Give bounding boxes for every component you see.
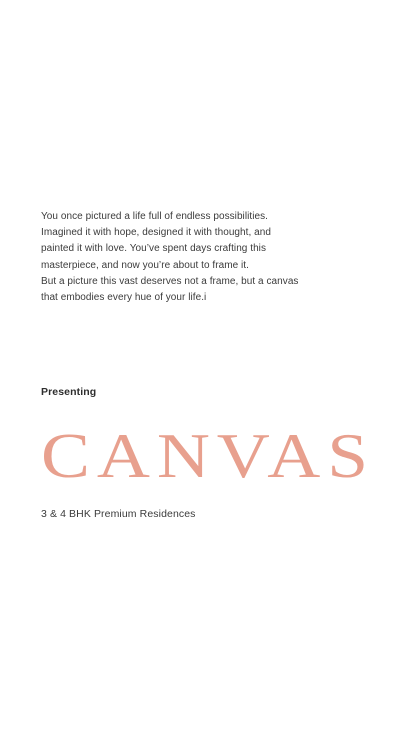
intro-line: Imagined it with hope, designed it with thought, and [41, 227, 271, 239]
intro-line: But a picture this vast deserves not a frame, but a canvas [41, 275, 299, 287]
canvas-logo [38, 423, 378, 485]
canvas-logo-wordmark [38, 423, 378, 485]
intro-line: You once pictured a life full of endless possibilities. [41, 211, 268, 222]
intro-line: painted it with love. You’ve spent days crafting this [41, 243, 267, 255]
intro-line: that embodies every hue of your life.i [41, 292, 207, 304]
presenting-label: Presenting [41, 386, 97, 398]
canvas-logo-text: CANVAS [41, 423, 375, 485]
intro-line: masterpiece, and now you’re about to frame it. [41, 259, 249, 271]
tagline: 3 & 4 BHK Premium Residences [41, 508, 196, 520]
intro-paragraph [41, 209, 381, 306]
